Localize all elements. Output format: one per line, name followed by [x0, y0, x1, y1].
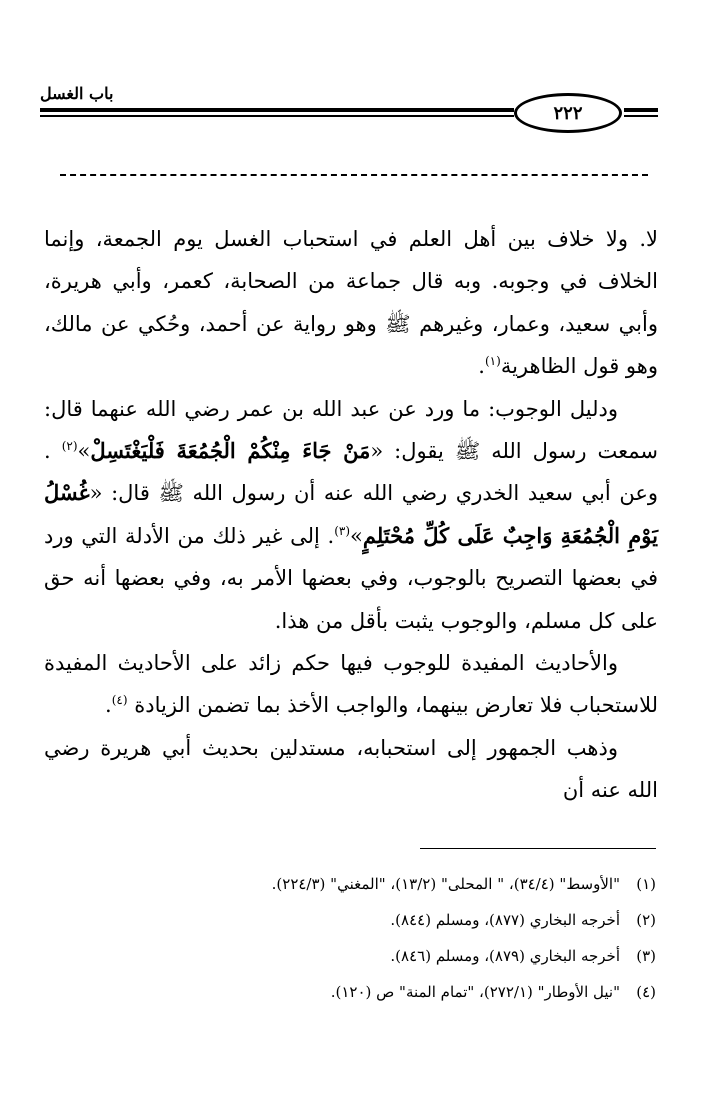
paragraph-3-text: والأحاديث المفيدة للوجوب فيها حكم زائد على الأحاديث المفيدة للاستحباب فلا تعارض بينهما، والواجب الأخذ بما تضمن الزيادة — [44, 651, 658, 718]
footnote-separator — [420, 848, 656, 849]
header-rule-thick — [40, 108, 514, 112]
paragraph-2-part3: . وعن أبي سعيد الخدري رضي الله عنه أن رسول الله ﷺ قال: « — [44, 439, 658, 506]
running-title: باب الغسل — [40, 84, 114, 103]
footnote-number: (٣) — [636, 947, 656, 965]
header-rule-thin-right — [624, 115, 658, 117]
paragraph-2-part4: » — [350, 523, 363, 548]
paragraph-2 — [44, 388, 658, 642]
main-text — [44, 218, 658, 812]
header-rule-thick-right — [624, 108, 658, 112]
header-rule-thin — [40, 115, 514, 117]
paragraph-3-end: . — [105, 693, 112, 718]
footnote-1 — [40, 866, 656, 902]
footnote-text: "نيل الأوطار" (٢٧٢/١)، "تمام المنة" ص (١٢٠). — [330, 983, 620, 1001]
footnote-ref-2: (٢) — [61, 439, 78, 454]
footnote-text: أخرجه البخاري (٨٧٧)، ومسلم (٨٤٤). — [390, 911, 620, 929]
page-number: ٢٢٢ — [553, 102, 583, 124]
footnote-number: (٢) — [636, 911, 656, 929]
footnotes — [40, 866, 656, 1010]
paragraph-1 — [44, 218, 658, 388]
footnote-4 — [40, 974, 656, 1010]
footnote-number: (١) — [636, 875, 656, 893]
footnote-number: (٤) — [636, 983, 656, 1001]
footnote-3 — [40, 938, 656, 974]
paragraph-4 — [44, 727, 658, 812]
footnote-2 — [40, 902, 656, 938]
paragraph-1-end: . — [478, 354, 485, 379]
dashed-divider — [60, 174, 648, 176]
footnote-ref-1: (١) — [484, 354, 501, 369]
paragraph-4-text: وذهب الجمهور إلى استحبابه، مستدلين بحديث أبي هريرة رضي الله عنه أن — [44, 735, 658, 803]
hadith-quote-1: مَنْ جَاءَ مِنْكُمْ الْجُمُعَةَ فَلْيَغْتَسِلْ — [90, 438, 371, 464]
footnote-text: أخرجه البخاري (٨٧٩)، ومسلم (٨٤٦). — [390, 947, 620, 965]
page-number-badge — [514, 93, 622, 133]
hadith-quote-2: غُسْلُ يَوْمِ الْجُمُعَةِ وَاجِبٌ عَلَى كُلِّ مُحْتَلِمٍ — [44, 480, 658, 548]
paragraph-2-part2: » — [77, 439, 91, 464]
footnote-ref-4: (٤) — [111, 693, 128, 708]
footnote-text: "الأوسط" (٣٤/٤)، " المحلى" (١٣/٢)، "المغني" (٢٢٤/٣). — [271, 875, 620, 893]
paragraph-2-part1: ودليل الوجوب: ما ورد عن عبد الله بن عمر رضي الله عنهما قال: سمعت رسول الله ﷺ يقول: « — [44, 396, 658, 464]
footnote-ref-3: (٣) — [334, 523, 351, 538]
paragraph-1-text: لا. ولا خلاف بين أهل العلم في استحباب الغسل يوم الجمعة، وإنما الخلاف في وجوبه. وبه قال جماعة من الصحابة، كعمر، وأبي هريرة، وأبي سعيد، وعمار، وغيرهم ﷺ وهو رواية عن أحمد، وحُكي عن مالك، وهو قول الظاهرية — [44, 227, 658, 379]
paragraph-3 — [44, 642, 658, 727]
paragraph-2-part5: . إلى غير ذلك من الأدلة التي ورد في بعضها التصريح بالوجوب، وفي بعضها الأمر به، وفي بعضها أنه حق على كل مسلم، والوجوب يثبت بأقل من هذا. — [44, 523, 658, 633]
